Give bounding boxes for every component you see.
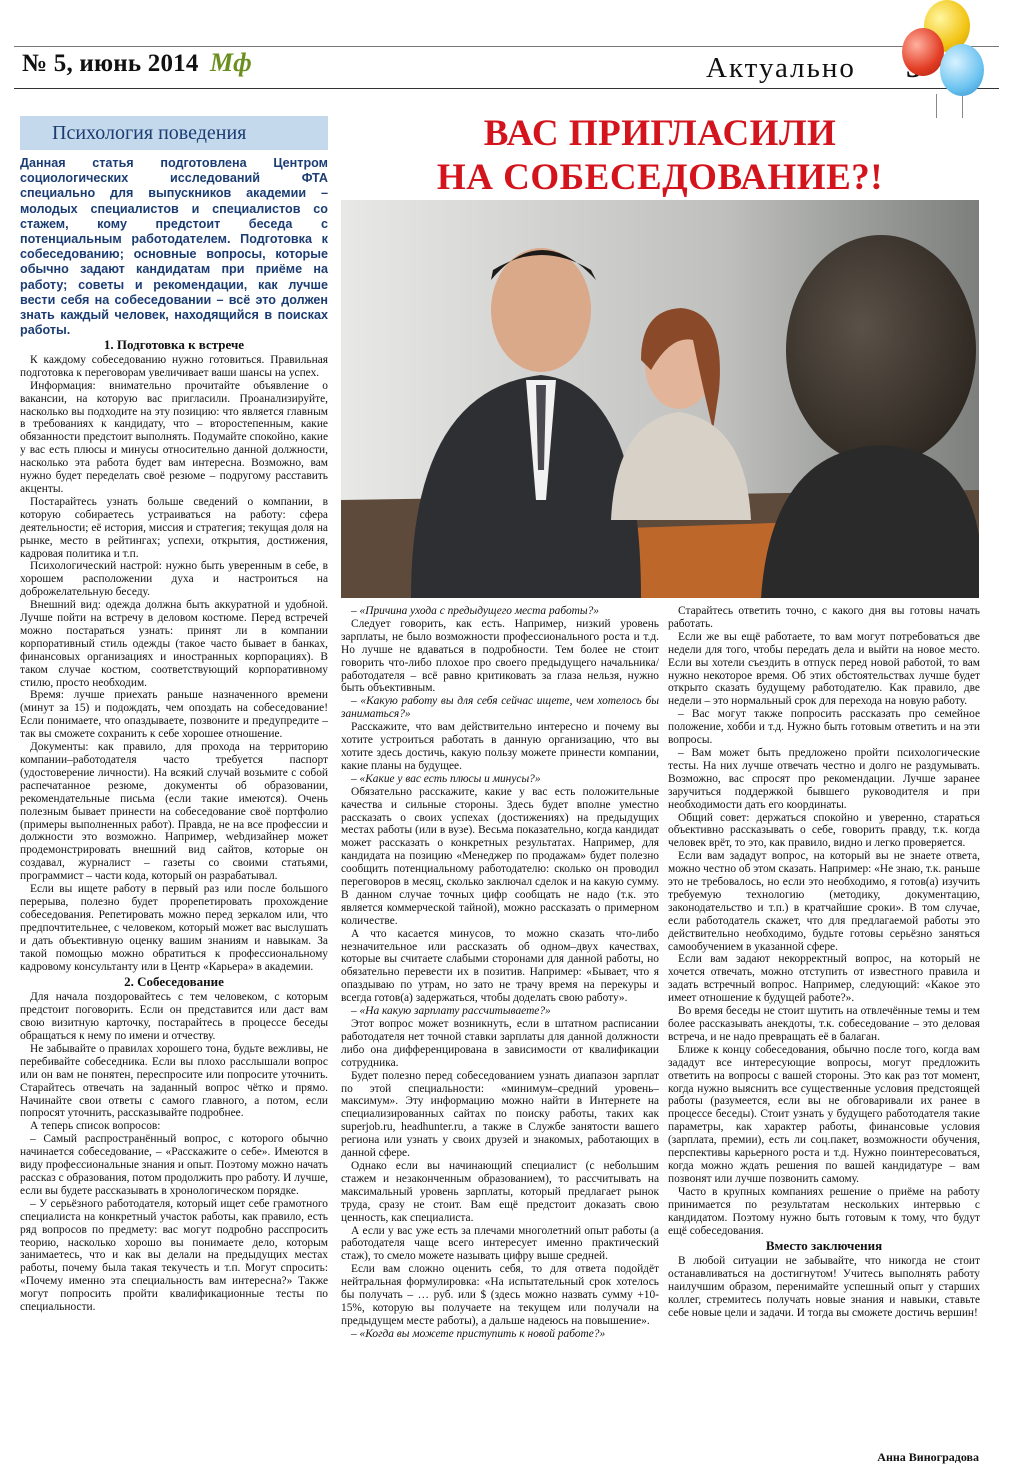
paragraph: Общий совет: держаться спокойно и уверенно, стараться объективно рассказывать о себе, говорить правду, т.к. когда человек врёт, то это, как правило, видно и легко проверяется.: [668, 811, 980, 850]
section-heading-preparation: 1. Подготовка к встрече: [103, 337, 245, 352]
column-right: [668, 605, 980, 1320]
paragraph: Обязательно расскажите, какие у вас есть положительные качества и сильные стороны. Здесь будет вполне уместно рассказать о своих успехах (достижениях) на предыдущих местах работы (или в вузе). Весьма показательно, когда кандидат может рассказать о конкретных результатах. Например, для кандидата на позицию «Менеджер по продажам» будет полезно сообщить потенциальному работодателю: сколько он проводил переговоров в месяц, сколько заключал сделок и на какую сумму. В данном случае точных цифр сообщать не надо (т.к. это является коммерческой тайной), можно рассказать о примерном количестве.: [341, 785, 659, 927]
question: – «Какую работу вы для себя сейчас ищете, чем хотелось бы заниматься?»: [341, 695, 659, 721]
question: – «Когда вы можете приступить к новой работе?»: [351, 1327, 606, 1340]
column-left: [20, 336, 328, 1314]
header-top-rule: [14, 46, 999, 47]
issue-label: № 5, июнь 2014: [22, 50, 199, 77]
paragraph: Внешний вид: одежда должна быть аккуратной и удобной. Лучше пойти на встречу в деловом костюме. Перед встречей можно постараться узнать: принят ли в компании корпоративный стиль одежды (такое часто бывает в банках, финансовых организациях и иностранных корпорациях). В таком случае костюм, соответствующий корпоративному стилю, просто необходим.: [20, 599, 328, 689]
paragraph: Не забывайте о правилах хорошего тона, будьте вежливы, не перебивайте собеседника. Если вы плохо расслышали вопрос или он вам не понятен, переспросите или попросите уточнить. Старайтесь отвечать на заданный вопрос чётко и прямо. Начинайте свои ответы с самого главного, а потом, если попросят уточнить, рассказывайте подробнее.: [20, 1042, 328, 1120]
question: – «На какую зарплату рассчитываете?»: [351, 1005, 551, 1018]
paragraph: Если вы ищете работу в первый раз или после большого перерыва, полезно будет прорепетировать прохождение собеседования. Репетировать можно перед зеркалом или, что предпочтительнее, с человеком, который может вас выслушать и дать объективную оценку вашим знаниям и навыкам. За такой помощью можно обратиться к профессиональному кадровому консультанту или в Центр «Карьера» в академии.: [20, 883, 328, 973]
paragraph: Будет полезно перед собеседованием узнать диапазон зарплат по этой специальности: «минимум–средний уровень–максимум». Эту информацию можно найти в Интернете на специализированных сайтах по поиску работы, таких как superjob.ru, headhunter.ru, а также в Службе занятости вашего региона или узнать у своих друзей и знакомых, работающих в данной сфере.: [341, 1069, 659, 1160]
interview-photo: [341, 200, 979, 598]
paragraph: А что касается минусов, то можно сказать что-либо незначительное или рассказать об одном–двух качествах, которые вы считаете слабыми сторонами для данной работы, но обязательно перевести их в позитив. Например: «Бывает, что я опаздываю по утрам, но зато не трачу время на перекуры и всегда готов(а) задержаться, чтобы доделать свою работу».: [341, 927, 659, 1005]
paragraph: Если вам зададут вопрос, на который вы не знаете ответа, можно честно об этом сказать. Например: «Не знаю, т.к. раньше это не требовалось, но если это необходимо, я готов(а) изучить требуемую технологию (методику, документацию, законодательство и т.п.) в кратчайшие сроки». В том случае, если работодатель скажет, что для предлагаемой работы это действительно необходимо, будьте готовы серьёзно заняться самообучением в указанной сфере.: [668, 850, 980, 953]
paragraph: Психологический настрой: нужно быть уверенным в себе, в хорошем расположении духа и настроиться на доброжелательную беседу.: [20, 560, 328, 599]
paragraph: Если же вы ещё работаете, то вам могут потребоваться две недели для того, чтобы передать дела и выйти на новое место. Если вы хотели съездить в отпуск перед новой работой, то вам нужно некоторое время. Об этих обстоятельствах лучше будет открыто сказать будущему работодателю. Как правило, две недели – это нормальный срок для перехода на новую работу.: [668, 630, 980, 708]
question: – «Причина ухода с предыдущего места работы?»: [351, 605, 599, 617]
section-name: Актуально: [706, 52, 856, 84]
paragraph: В любой ситуации не забывайте, что никогда не стоит останавливаться на достигнутом! Учитесь выполнять работу наилучшим образом, перенимайте успешный опыт у старших коллег, стремитесь получать новые знания и навыки, ставьте себе новые цели и задачи. И тогда вы сможете достичь вершин!: [668, 1255, 980, 1319]
paragraph: Этот вопрос может возникнуть, если в штатном расписании работодателя нет точной ставки зарплаты для данной должности либо она дифференцирована в зависимости от квалификации сотрудника.: [341, 1018, 659, 1069]
paragraph: Для начала поздоровайтесь с тем человеком, с которым предстоит поговорить. Если он представится или даст вам свою визитную карточку, постарайтесь в процессе беседы обращаться к нему по имени и отчеству.: [20, 991, 328, 1043]
paragraph: Если вам задают некорректный вопрос, на который не хочется отвечать, можно отступить от известного правила и задать встречный вопрос. Например, следующий: «Какое это имеет отношение к будущей работе?».: [668, 953, 980, 1005]
paragraph: – Вам может быть предложено пройти психологические тесты. На них лучше отвечать честно и долго не раздумывать. Возможно, вас спросят про рекомендации. Лучше заранее заручиться поддержкой бывшего руководителя и при необходимости дать его координаты.: [668, 746, 980, 811]
title-line-1: ВАС ПРИГЛАСИЛИ: [483, 113, 837, 154]
paragraph: – Вас могут также попросить рассказать про семейное положение, хобби и т.д. Нужно быть готовым ответить и на эти вопросы.: [668, 708, 980, 747]
author-signature: Анна Виноградова: [877, 1450, 979, 1464]
paragraph: Время: лучше приехать раньше назначенного времени (минут за 15) и подождать, чем опоздать на собеседование! Если понимаете, что опаздываете, позвоните и предупредите – так вы сможете сохранить к себе хорошее отношение.: [20, 689, 328, 741]
section-heading-conclusion: Вместо заключения: [765, 1238, 883, 1254]
paragraph: Ближе к концу собеседования, обычно после того, когда вам зададут все интересующие вопросы, могут предложить ответить на вопросы с вашей стороны. Это как раз тот момент, когда нужно выяснить все существенные условия предстоящей работы (разумеется, если вы не обговаривали их ранее в процессе беседы). Стоит узнать у будущего работодателя такие параметры, как характер работы, финансовые условия (зарплата, премии), есть ли соц.пакет, возможности обучения, перспективы карьерного роста и т.д. Нужно поинтересоваться, когда можно ждать решения по вашей кандидатуре – вам позвонят или лучше позвонить самому.: [668, 1043, 980, 1185]
question: – «Какие у вас есть плюсы и минусы?»: [351, 772, 541, 785]
paragraph: Старайтесь ответить точно, с какого дня вы готовы начать работать.: [668, 605, 980, 630]
paragraph: Информация: внимательно прочитайте объявление о вакансии, на которую вас пригласили. Проанализируйте, насколько вы подходите на эту позицию: что является главным в требованиях к кандидату, что – второстепенным, какие обязанности предстоит выполнять. Подумайте спокойно, какие у вас есть плюсы и минусы относительно данной должности, насколько эта работа будет вам интересна. Возможно, вам нужно будет переделать своё резюме – подругому расставить акценты.: [20, 379, 328, 495]
paragraph: Расскажите, что вам действительно интересно и почему вы хотите устроиться работать в данную организацию, что вы хотите здесь достичь, какую пользу можете принести компании, какие планы на будущее.: [341, 721, 659, 772]
magazine-logo-icon: Мф: [210, 48, 252, 77]
paragraph: А если у вас уже есть за плечами многолетний опыт работы (а работодателя чаще всего интересует именно практический стаж), то смело можете называть цифру выше средней.: [341, 1224, 659, 1263]
column-middle: [341, 605, 659, 1341]
interview-illustration: [341, 200, 979, 598]
paragraph: Часто в крупных компаниях решение о приёме на работу принимается по результатам нескольких интервью с кандидатом. Поэтому нужно быть готовым к тому, что будут ещё собеседования.: [668, 1185, 980, 1237]
paragraph: А теперь список вопросов:: [30, 1120, 161, 1133]
paragraph: Постарайтесь узнать больше сведений о компании, в которую собираетесь устраиваться на работу: сфера деятельности; её история, миссия и стратегия; текущая доля на рынке, место в рейтингах; успехи, открытия, достижения, кадровая политика и т.п.: [20, 495, 328, 560]
lead-paragraph: Данная статья подготовлена Центром социологических исследований ФТА специально для выпускников академии – молодых специалистов и специалистов со стажем, кому предстоит беседа с потенциальным работодателем. Подготовка к собеседованию; основные вопросы, которые обычно задают кандидатам при приёме на работу; советы и рекомендации, как лучше вести себя на собеседовании – всё это должен знать каждый человек, находящийся в поисках работы.: [20, 156, 328, 338]
paragraph: Если вам сложно оценить себя, то для ответа подойдёт нейтральная формулировка: «На испытательный срок хотелось бы получать – … руб. или $ (здесь можно назвать сумму +10-15%, которую вы получаете на текущем или получали на предыдущем месте работы), а дальше надеюсь на повышение».: [341, 1263, 659, 1327]
article-title: [400, 112, 920, 200]
paragraph: Во время беседы не стоит шутить на отвлечённые темы и тем более рассказывать анекдоты, т.к. собеседование – это деловая встреча, и не надо превращать её в балаган.: [668, 1005, 980, 1043]
paragraph: Следует говорить, как есть. Например, низкий уровень зарплаты, не было возможности профессионального роста и т.д. Но лучше не вдаваться в подробности. Тем более не стоит говорить что-либо плохое про своего предыдущего начальника/работодателя – всё равно критиковать за глаза нельзя, нужно быть объективным.: [341, 617, 659, 695]
title-line-2: НА СОБЕСЕДОВАНИЕ?!: [436, 157, 884, 198]
paragraph: К каждому собеседованию нужно готовиться. Правильная подготовка к переговорам увеличивает ваши шансы на успех.: [20, 353, 328, 379]
paragraph: – Самый распространённый вопрос, с которого обычно начинается собеседование, – «Расскажите о себе». Имеются в виду профессиональные знания и опыт. Поэтому можно начать рассказ с образования, потом продолжить про работу. И лучше, если вы будете рассказывать в хронологическом порядке.: [20, 1133, 328, 1197]
section-heading-interview: 2. Собеседование: [124, 974, 224, 990]
paragraph: Однако если вы начинающий специалист (с небольшим стажем и незаконченным образованием), то рассчитывать на максимальный уровень зарплаты, который предлагает рынок труда, сразу не стоит. Вам ещё предстоит доказать свою ценность, как специалиста.: [341, 1159, 659, 1224]
paragraph: – У серьёзного работодателя, который ищет себе грамотного специалиста на конкретный участок работы, как правило, есть ряд вопросов по предмету: вас могут подробно расспросить теорию, насколько хорошо вы понимаете дело, которым занимаетесь, что и как вы делали на предыдущих местах работы, почему была такая текучесть и т.п. Могут спросить: «Почему именно эта специальность вам интересна?» Также могут попросить пройти квалификационные тесты по специальности.: [20, 1197, 328, 1314]
balloons-icon: [880, 0, 1009, 120]
paragraph: Документы: как правило, для прохода на территорию компании–работодателя часто требуется паспорт (удостоверение личности). На всякий случай возьмите с собой распечатанное резюме, документы об образовании, рекомендательные письма (если такие имеются). Очень полезным бывает принести на собеседование своё портфолио (примеры выполненных работ). Правда, не на все профессии и должности это возможно. Например, webдизайнер может продемонстрировать внешний вид сайтов, которые он создавал, журналист – газеты со своими статьями, программист – части кода, который он разрабатывал.: [20, 741, 328, 883]
rubric-heading: Психология поведения: [20, 116, 328, 150]
header-bottom-rule: [14, 88, 999, 89]
